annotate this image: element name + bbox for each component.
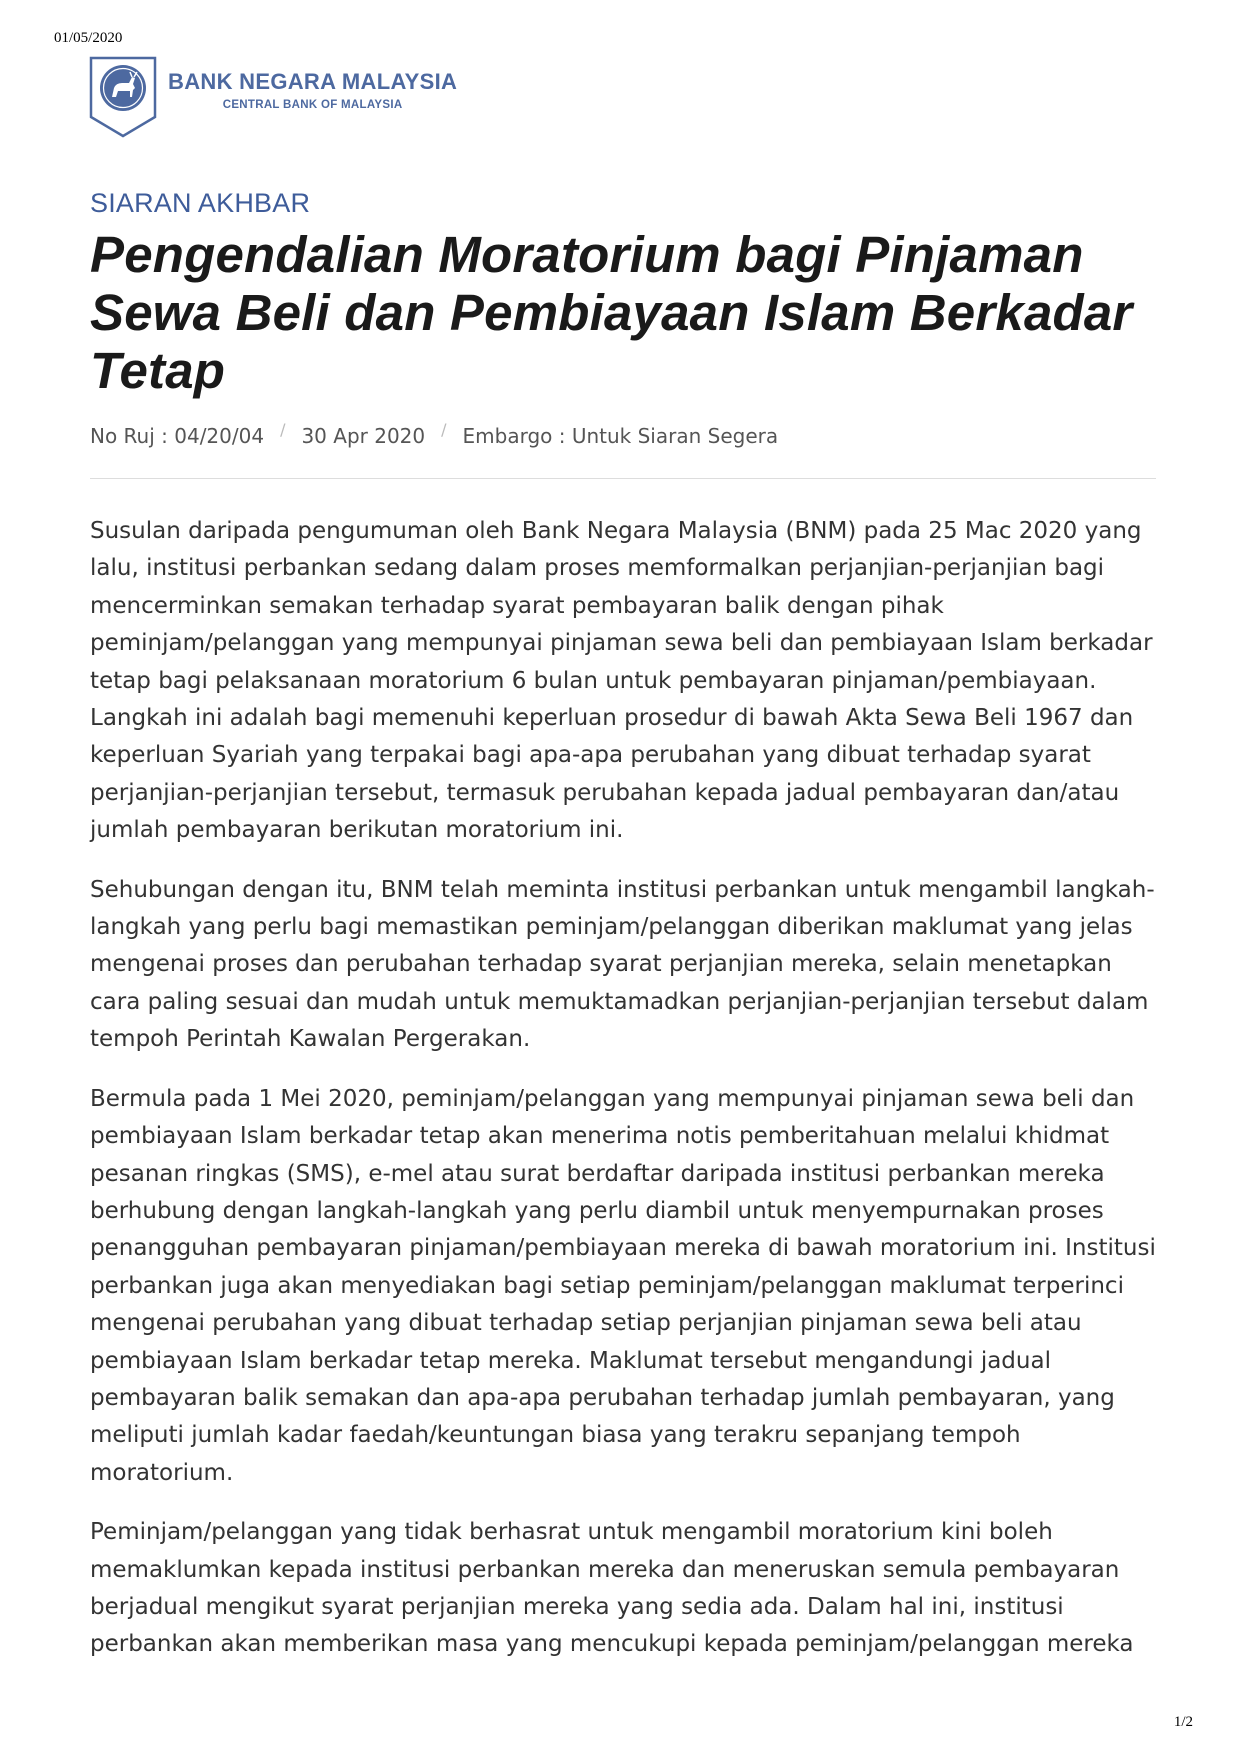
divider bbox=[90, 478, 1156, 479]
embargo-status: Embargo : Untuk Siaran Segera bbox=[462, 424, 779, 448]
meta-separator: / bbox=[441, 419, 447, 439]
paragraph: Bermula pada 1 Mei 2020, peminjam/pelanggan yang mempunyai pinjaman sewa beli dan pembiayaan Islam berkadar tetap akan menerima notis pemberitahuan melalui khidmat pesanan ringkas (SMS), e-mel atau surat berdaftar daripada institusi perbankan mereka berhubung dengan langkah-langkah yang perlu diambil untuk menyempurnakan proses penangguhan pembayaran pinjaman/pembiayaan mereka di bawah moratorium ini. Institusi perbankan juga akan menyediakan bagi setiap peminjam/pelanggan maklumat terperinci mengenai perubahan yang dibuat terhadap setiap perjanjian pinjaman sewa beli atau pembiayaan Islam berkadar tetap mereka. Maklumat tersebut mengandungi jadual pembayaran balik semakan dan apa-apa perubahan terhadap jumlah pembayaran, yang meliputi jumlah kadar faedah/keuntungan biasa yang terakru sepanjang tempoh moratorium. bbox=[90, 1085, 1156, 1486]
meta-separator: / bbox=[280, 419, 286, 439]
bnm-crest-icon bbox=[88, 55, 158, 139]
article-category: SIARAN AKHBAR bbox=[90, 188, 311, 218]
paragraph: Sehubungan dengan itu, BNM telah meminta institusi perbankan untuk mengambil langkah-langkah yang perlu bagi memastikan peminjam/pelanggan diberikan maklumat yang jelas mengenai proses dan perubahan terhadap syarat perjanjian mereka, selain menetapkan cara paling sesuai dan mudah untuk memuktamadkan perjanjian-perjanjian tersebut dalam tempoh Perintah Kawalan Pergerakan. bbox=[90, 876, 1155, 1053]
article-title: Pengendalian Moratorium bagi Pinjaman Sewa Beli dan Pembiayaan Islam Berkadar Tetap bbox=[90, 226, 1133, 399]
article-meta bbox=[90, 419, 1156, 448]
logo-subtitle: CENTRAL BANK OF MALAYSIA bbox=[222, 99, 403, 111]
publish-date: 30 Apr 2020 bbox=[301, 424, 426, 448]
paragraph: Susulan daripada pengumuman oleh Bank Negara Malaysia (BNM) pada 25 Mac 2020 yang lalu, institusi perbankan sedang dalam proses memformalkan perjanjian-perjanjian bagi mencerminkan semakan terhadap syarat pembayaran balik dengan pihak peminjam/pelanggan yang mempunyai pinjaman sewa beli dan pembiayaan Islam berkadar tetap bagi pelaksanaan moratorium 6 bulan untuk pembayaran pinjaman/pembiayaan. Langkah ini adalah bagi memenuhi keperluan prosedur di bawah Akta Sewa Beli 1967 dan keperluan Syariah yang terpakai bagi apa-apa perubahan yang dibuat terhadap syarat perjanjian-perjanjian tersebut, termasuk perubahan kepada jadual pembayaran dan/atau jumlah pembayaran berikutan moratorium ini. bbox=[90, 518, 1153, 844]
reference-number: No Ruj : 04/20/04 bbox=[90, 424, 265, 448]
logo-bank-name: BANK NEGARA MALAYSIA bbox=[168, 69, 458, 94]
article bbox=[90, 188, 1156, 1686]
paragraph: Peminjam/pelanggan yang tidak berhasrat untuk mengambil moratorium kini boleh memaklumkan kepada institusi perbankan mereka dan meneruskan semula pembayaran berjadual mengikut syarat perjanjian mereka yang sedia ada. Dalam hal ini, institusi perbankan akan memberikan masa yang mencukupi kepada peminjam/pelanggan mereka bbox=[90, 1519, 1134, 1658]
print-date: 01/05/2020 bbox=[54, 30, 123, 46]
page-number: 1/2 bbox=[1173, 1714, 1193, 1730]
bnm-logo[interactable] bbox=[88, 55, 457, 139]
